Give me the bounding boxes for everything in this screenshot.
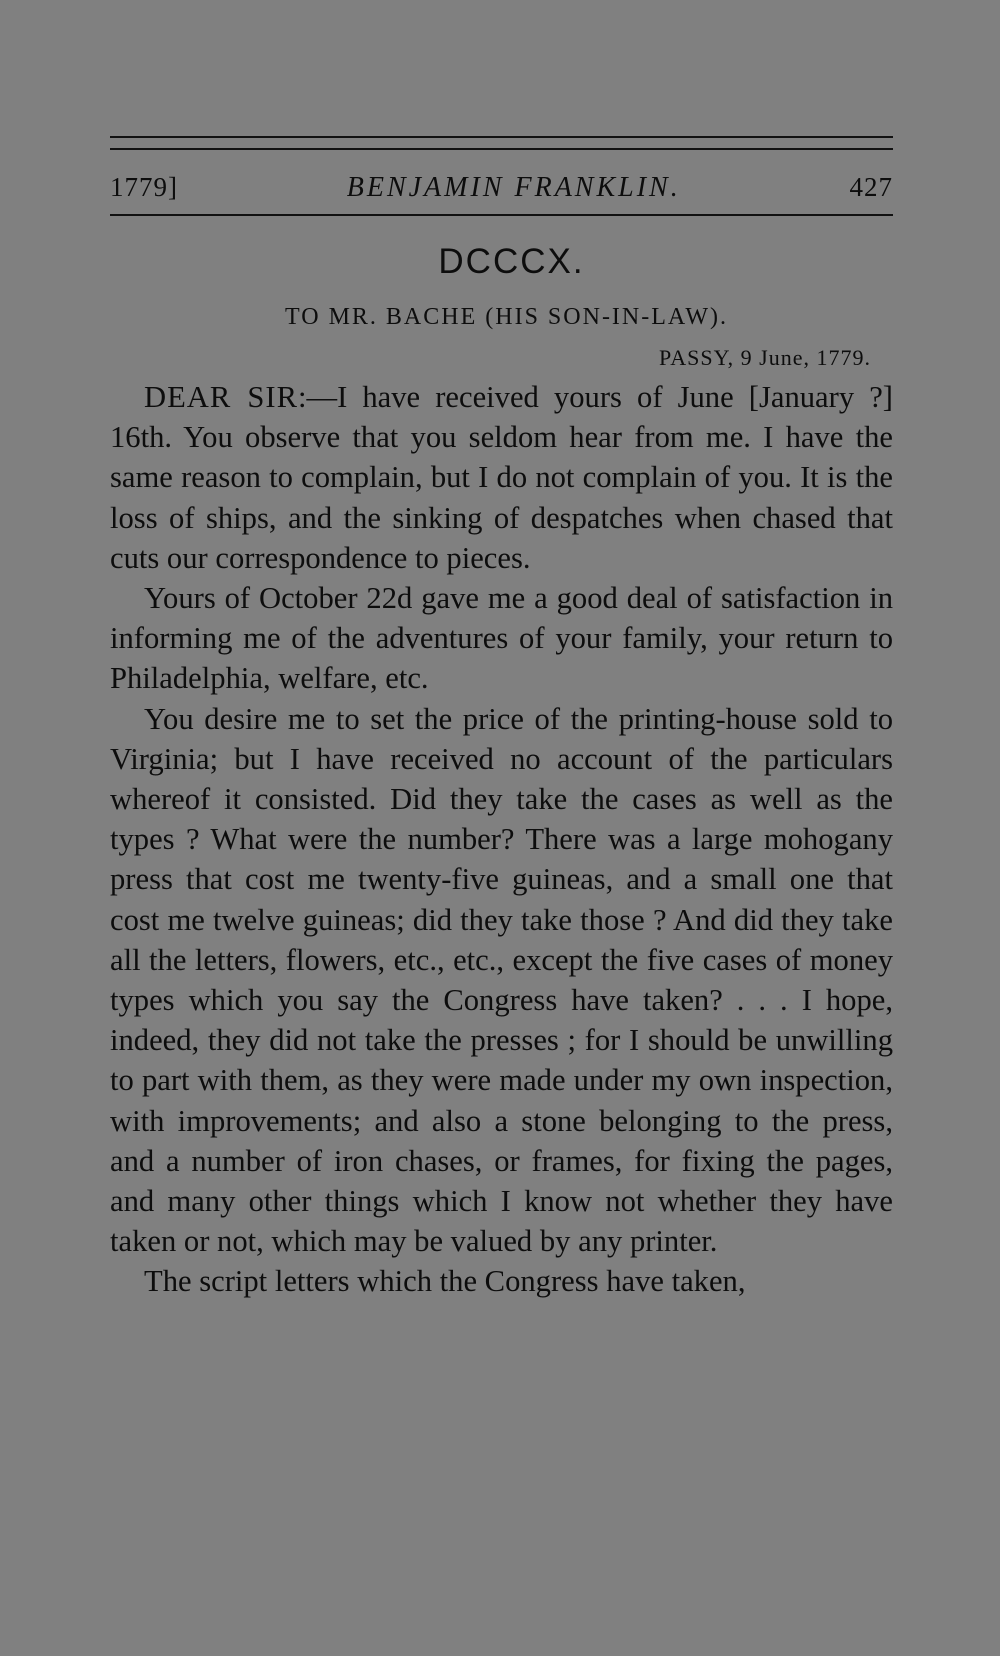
running-head <box>110 172 893 202</box>
recipient-name: TO MR. BACHE <box>285 304 478 330</box>
salutation: DEAR SIR <box>144 380 298 414</box>
page-number: 427 <box>849 172 893 202</box>
running-head-year: 1779] <box>110 172 178 202</box>
paragraph-4: The script letters which the Congress have taken, <box>144 1264 746 1299</box>
top-rule-secondary <box>110 148 893 150</box>
paragraph-3: You desire me to set the price of the printing-house sold to Virginia; but I have received no account of the particulars whereof it consisted. Did they take the cases as well as the types ? What were the number? There was a large mohogany press that cost me twenty-five guineas, and a small one that cost me twelve guineas; did they take those ? And did they take all the letters, flowers, etc., etc., except the five cases of money types which you say the Congress have taken? . . . I hope, indeed, they did not take the presses ; for I should be unwilling to part with them, as they were made under my own inspection, with improvements; and also a stone belonging to the press, and a number of iron chases, or frames, for fixing the pages, and many other things which I know not whether they have taken or not, which may be valued by any printer. <box>110 701 893 1259</box>
letter-dateline: PASSY, 9 June, 1779. <box>659 345 871 370</box>
paragraph-1-text: :—I have received yours of June [January ?] 16th. You observe that you seldom hear from me. I have the same reason to complain, but I do not complain of you. It is the loss of ships, and the sinking of despatches when chased that cuts our correspondence to pieces. <box>110 380 893 575</box>
letter-number: DCCCX. <box>438 242 585 281</box>
paragraph-2: Yours of October 22d gave me a good deal of satisfaction in informing me of the adventures of your family, your return to Philadelphia, welfare, etc. <box>110 581 893 696</box>
paragraph-1 <box>110 377 893 578</box>
running-head-title: BENJAMIN FRANKLIN. <box>346 172 681 203</box>
letter-recipient <box>110 304 893 331</box>
book-page <box>110 136 893 1302</box>
letter-body <box>110 377 893 1302</box>
recipient-note: (HIS SON-IN-LAW). <box>485 304 728 330</box>
top-rule <box>110 136 893 138</box>
head-rule <box>110 214 893 216</box>
